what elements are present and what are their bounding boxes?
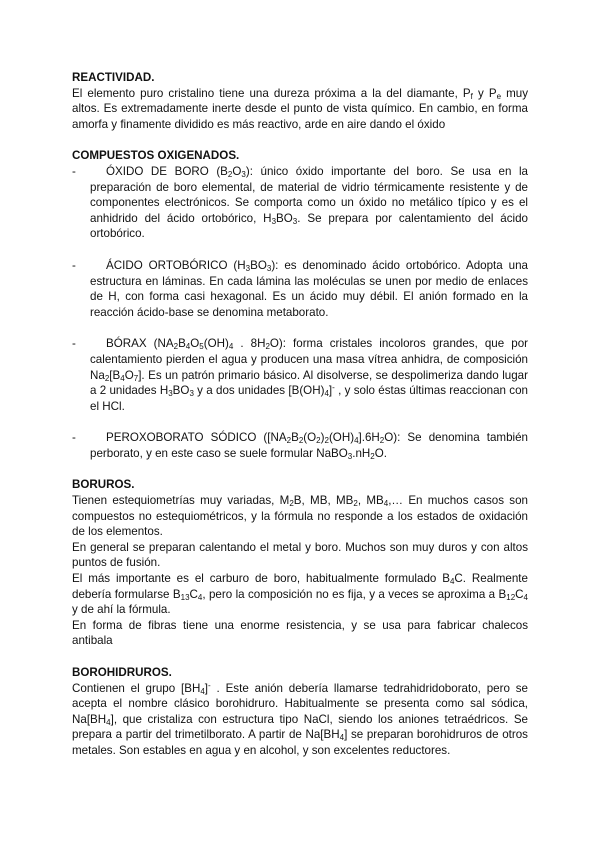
paragraph-boruros-4: En forma de fibras tiene una enorme resistencia, y se usa para fabricar chalecos antibala [72, 618, 528, 648]
bullet-dash: - [72, 164, 76, 178]
paragraph-boruros-2: En general se preparan calentando el metal y boro. Muchos son muy duros y con altos puntos de fusión. [72, 540, 528, 570]
bullet-dash: - [72, 337, 76, 351]
bullet-dash: - [72, 431, 76, 445]
paragraph-boruros-3: El más importante es el carburo de boro, habitualmente formulado $B_4C$. Realmente debería formularse $B_{13}C_4$, pero la composición no es fija, y a veces se aproxima a $B_{12}C_4$ y de ahí la fórmula. [72, 572, 528, 617]
bullet-borax: - BÓRAX ($NA_2B_4O_5(OH)_4$ . $8H_2O$): forma cristales incoloros grandes, que por calentamiento pierden el agua y producen una masa vítrea anhidra, de composición $Na_2[B_4O_7]$. Es un patrón primario básico. Al disolverse, se despolimeriza dando lugar a 2 unidades $H_3BO_3$ y a dos unidades $[B(OH)_4]^-$ , y solo éstas últimas reaccionan con el HCl. [72, 337, 529, 413]
bullet-acido-ortoborico: - ÁCIDO ORTOBÓRICO $(H_3BO_3)$: es denominado ácido ortobórico. Adopta una estructura en láminas. En cada lámina las moléculas se unen por medio de enlaces de H, con forma casi hexagonal. Es un ácido muy débil. El anión formado en la reacción ácido-base se denomina metaborato. [72, 258, 529, 319]
heading-compuestos-oxigenados: COMPUESTOS OXIGENADOS. [72, 149, 240, 163]
paragraph-reactividad: El elemento puro cristalino tiene una dureza próxima a la del diamante, $P_f$ y $P_e$ muy altos. Es extremadamente inerte desde el punto de vista químico. En cambio, en forma amorfa y finamente dividido es más reactivo, arde en aire dando el óxido [72, 86, 528, 131]
bullet-oxido-de-boro: - ÓXIDO DE BORO $(B_2O_3)$: único óxido importante del boro. Se usa en la preparación de boro elemental, de material de vidrio térmicamente resistente y de componentes electrónicos. Se comporta como un óxido no metálico típico y es el anhidrido del ácido ortobórico, $H_3BO_3$. Se prepara por calentamiento del ácido ortobórico. [72, 164, 528, 241]
paragraph-borohidruros: Contienen el grupo $[BH_4]^-$ . Este anión debería llamarse tedrahidridoborato, pero se acepta el nombre clásico borohidruro. Habitualmente se presenta como sal sódica, $Na[BH_4]$, que cristaliza con estructura tipo NaCl, siendo los aniones tetraédricos. Se prepara a partir del trimetilborato. A partir de $Na[BH_4]$ se preparan borohidruros de otros metales. Son estables en agua y en alcohol, y son excelentes reductores. [72, 680, 528, 757]
paragraph-boruros-1: Tienen estequiometrías muy variadas, $M_2B$, MB, $MB_2$, $MB_4,\dots$ En muchos casos son compuestos no estequiométricos, y la fórmula no responde a los estados de oxidación de los elementos. [72, 494, 528, 539]
heading-borohidruros: BOROHIDRUROS. [72, 666, 172, 679]
heading-reactividad: REACTIVIDAD. [72, 71, 155, 84]
bullet-dash: - [72, 258, 76, 272]
heading-boruros: BORUROS. [72, 478, 135, 492]
bullet-peroxoborato-sodico: - PEROXOBORATO SÓDICO $([NA_2B_2(O_2)_2(OH)_4].6H_2O)$: Se denomina también perborato, y en este caso se suele formular $NaBO_3.nH_2O$. [72, 431, 528, 461]
document-page [72, 70, 528, 759]
